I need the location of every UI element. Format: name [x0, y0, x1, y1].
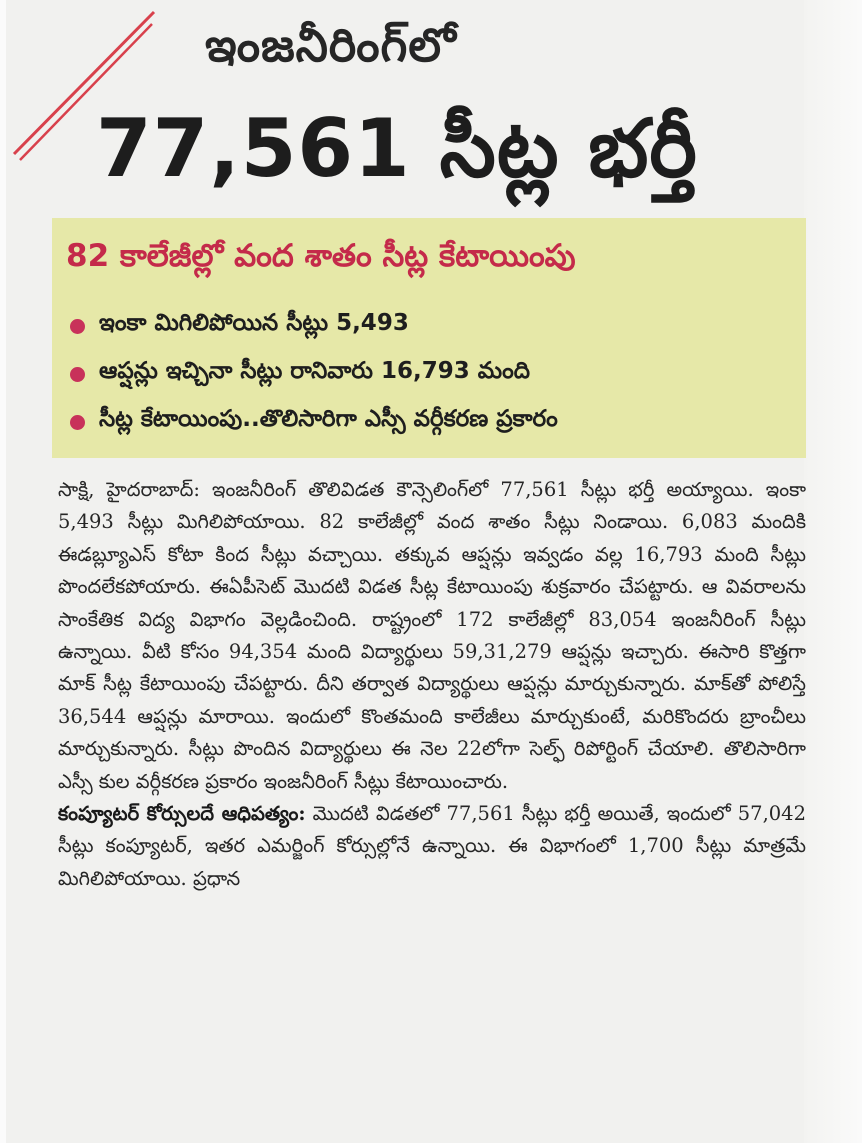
page-edge [0, 0, 6, 1143]
highlight-text: ఇంకా మిగిలిపోయిన సీట్లు 5,493 [99, 310, 409, 336]
article-headline: 77,561 సీట్ల భర్తీ [96, 102, 698, 195]
body-paragraph: సాక్షి, హైదరాబాద్‌: ఇంజనీరింగ్‌ తొలివిడత కౌన్సెలింగ్‌లో 77,561 సీట్లు భర్తీ అయ్యాయి. ఇంకా 5,493 సీట్లు మిగిలిపోయాయి. 82 కాలేజీల్లో వంద శాతం సీట్లు నిండాయి. 6,083 మందికి ఈడబ్ల్యూఎస్‌ కోటా కింద సీట్లు వచ్చాయి. తక్కువ ఆప్షన్లు ఇవ్వడం వల్ల 16,793 మంది సీట్లు పొందలేకపోయారు. ఈఏపీసెట్‌ మొదటి విడత సీట్ల కేటాయింపు శుక్రవారం చేపట్టారు. ఆ వివరాలను సాంకేతిక విద్య విభాగం వెల్లడించింది. రాష్ట్రంలో 172 కాలేజీల్లో 83,054 ఇంజనీరింగ్‌ సీట్లు ఉన్నాయి. వీటి కోసం 94,354 మంది విద్యార్థులు 59,31,279 ఆప్షన్లు ఇచ్చారు. ఈసారి కొత్తగా మాక్‌ సీట్ల కేటాయింపు చేపట్టారు. దీని తర్వాత విద్యార్థులు ఆప్షన్లు మార్చుకున్నారు. మాక్‌తో పోలిస్తే 36,544 ఆప్షన్లు మారాయి. ఇందులో కొంతమంది కాలేజీలు మార్చుకుంటే, మరికొందరు బ్రాంచీలు మార్చుకున్నారు. సీట్లు పొందిన విద్యార్థులు ఈ నెల 22లోగా సెల్ఫ్‌ రిపోర్టింగ్‌ చేయాలి. తొలిసారిగా ఎస్సీ కుల వర్గీకరణ ప్రకారం ఇంజనీరింగ్‌ సీట్లు కేటాయించారు. [58, 478, 806, 793]
highlight-item [66, 302, 796, 350]
body-paragraph [58, 798, 806, 895]
highlight-item [66, 398, 796, 446]
bullet-dot-icon [70, 319, 85, 334]
bullet-dot-icon [70, 415, 85, 430]
body-paragraph-text: మొదటి విడతలో 77,561 సీట్లు భర్తీ అయితే, ఇందులో 57,042 సీట్లు కంప్యూటర్‌, ఇతర ఎమర్జింగ్‌ కోర్సుల్లోనే ఉన్నాయి. ఈ విభాగంలో 1,700 సీట్లు మాత్రమే మిగిలిపోయాయి. ప్రధాన [58, 802, 806, 890]
highlight-item [66, 350, 796, 398]
highlight-text: ఆప్షన్లు ఇచ్చినా సీట్లు రానివారు 16,793 మంది [99, 358, 530, 384]
bullet-dot-icon [70, 367, 85, 382]
article-body [58, 474, 806, 895]
headline-kicker: ఇంజనీరింగ్‌లో [205, 18, 457, 72]
crosshead: కంప్యూటర్‌ కోర్సులదే ఆధిపత్యం: [58, 802, 306, 826]
page-margin [804, 0, 862, 1143]
article-subheadline: 82 కాలేజీల్లో వంద శాతం సీట్ల కేటాయింపు [66, 238, 576, 274]
highlight-text: సీట్ల కేటాయింపు..తొలిసారిగా ఎస్సీ వర్గీకరణ ప్రకారం [99, 406, 558, 432]
highlights-list [66, 302, 796, 446]
